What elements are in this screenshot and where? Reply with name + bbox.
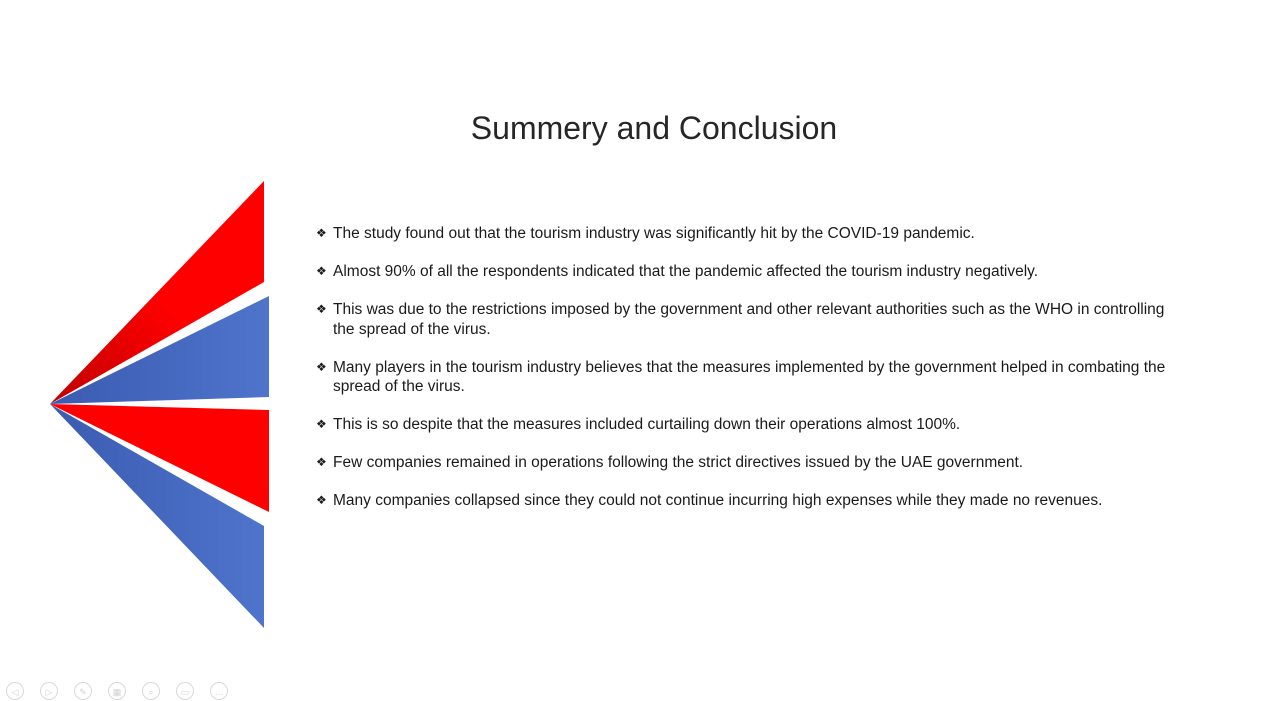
bullet-list — [316, 224, 1186, 529]
slides-grid-icon[interactable]: ▦ — [108, 682, 126, 700]
bullet-text: Almost 90% of all the respondents indicated that the pandemic affected the tourism industry negatively. — [333, 263, 1039, 280]
bullet-diamond-icon: ❖ — [316, 455, 327, 469]
bullet-diamond-icon: ❖ — [316, 264, 327, 278]
next-icon[interactable]: ▷ — [40, 682, 58, 700]
bullet-item — [316, 453, 1186, 473]
zoom-icon[interactable]: ⌕ — [142, 682, 160, 700]
bullet-text: Few companies remained in operations following the strict directives issued by the UAE government. — [333, 454, 1024, 471]
bullet-text: Many companies collapsed since they could not continue incurring high expenses while they made no revenues. — [333, 492, 1103, 509]
bullet-diamond-icon: ❖ — [316, 226, 327, 240]
bullet-diamond-icon: ❖ — [316, 417, 327, 431]
pen-icon[interactable]: ✎ — [74, 682, 92, 700]
bullet-item — [316, 491, 1186, 511]
arrow-decoration — [40, 176, 280, 636]
more-icon[interactable]: … — [210, 682, 228, 700]
bullet-item — [316, 224, 1186, 244]
bullet-item — [316, 415, 1186, 435]
bullet-item — [316, 358, 1186, 397]
bullet-text: This was due to the restrictions imposed by the government and other relevant authorities such as the WHO in controlling the spread of the virus. — [333, 301, 1165, 338]
bullet-diamond-icon: ❖ — [316, 359, 327, 374]
bullet-text: This is so despite that the measures included curtailing down their operations almost 100%. — [333, 416, 961, 433]
previous-icon[interactable]: ◁ — [6, 682, 24, 700]
bullet-text: The study found out that the tourism industry was significantly hit by the COVID-19 pandemic. — [333, 225, 975, 242]
subtitles-icon[interactable]: ▭ — [176, 682, 194, 700]
bullet-item — [316, 300, 1186, 339]
slide-title: Summery and Conclusion — [470, 110, 838, 146]
bullet-diamond-icon: ❖ — [316, 493, 327, 507]
slideshow-controls — [6, 682, 228, 696]
bullet-text: Many players in the tourism industry believes that the measures implemented by the government helped in combating the spread of the virus. — [333, 358, 1166, 395]
bullet-item — [316, 262, 1186, 282]
bullet-diamond-icon: ❖ — [316, 302, 327, 316]
